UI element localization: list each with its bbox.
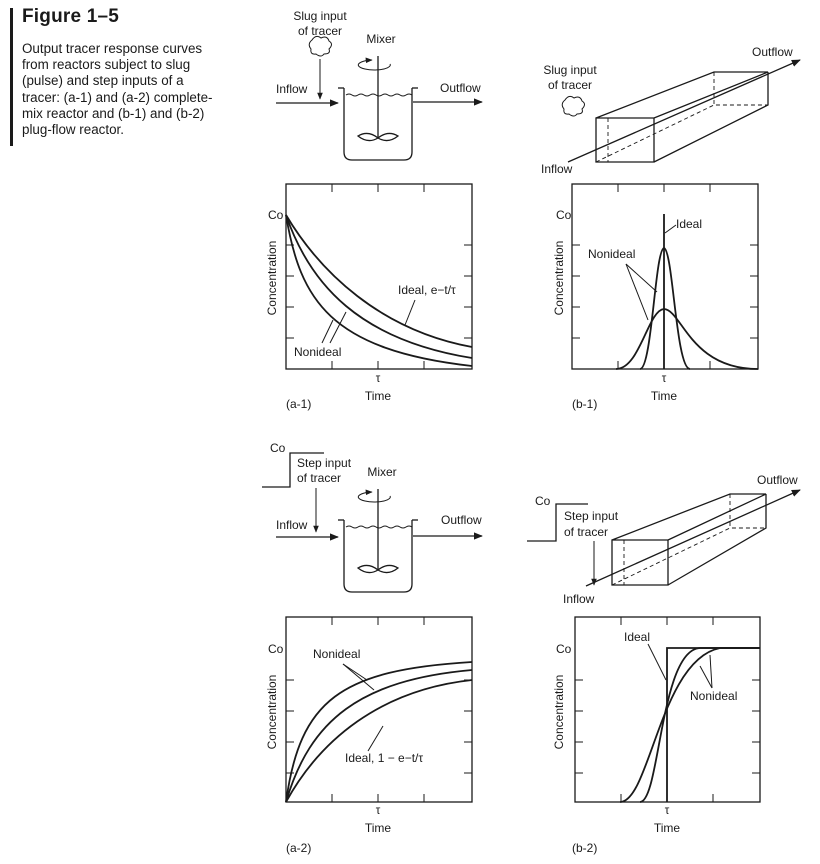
inflow-label: Inflow: [276, 518, 308, 532]
rotation-arrow-icon: [358, 60, 390, 70]
figure-title: Figure 1–5: [22, 6, 120, 27]
tracer-blob-icon: [309, 36, 331, 56]
caption-line: (pulse) and step inputs of a: [22, 73, 184, 89]
nonideal-leader: [700, 666, 712, 688]
nonideal-broad-curve: [620, 648, 760, 802]
inflow-label: Inflow: [563, 592, 595, 606]
x-axis-label: Time: [650, 389, 678, 403]
slug-input-label: of tracer: [297, 24, 343, 38]
chart-a1: [265, 184, 472, 411]
mixer-label: Mixer: [366, 32, 396, 46]
ideal-leader: [368, 726, 383, 751]
outflow-label: Outflow: [757, 473, 798, 487]
outflow-label: Outflow: [440, 81, 481, 95]
caption-line: plug-flow reactor.: [22, 122, 124, 138]
ideal-leader: [405, 300, 415, 325]
ideal-label: Ideal: [624, 630, 651, 644]
tracer-blob-icon: [562, 96, 584, 116]
caption-line: Output tracer response curves: [22, 41, 203, 56]
inflow-label: Inflow: [276, 82, 308, 96]
grid-ticks: [286, 617, 472, 802]
x-tick-tau: τ: [661, 373, 667, 385]
outflow-label: Outflow: [752, 45, 793, 59]
panel-label: (a-2): [286, 841, 312, 855]
x-axis-label: Time: [364, 389, 392, 403]
co-label: Co: [535, 494, 551, 508]
reactor-a1: [276, 9, 482, 160]
y-axis-label: Concentration: [265, 674, 279, 750]
caption-line: mix reactor and (b-1) and (b-2): [22, 105, 205, 121]
inflow-label: Inflow: [541, 162, 573, 176]
x-tick-tau: τ: [375, 805, 381, 817]
step-input-label: Step input: [564, 509, 619, 523]
plot-frame: [572, 184, 758, 369]
nonideal-leader: [343, 664, 374, 690]
reactor-b2: [527, 473, 800, 606]
step-input-label: of tracer: [297, 471, 342, 485]
slug-input-label: of tracer: [547, 78, 593, 92]
water-surface: [346, 94, 412, 96]
nonideal-curve-mid: [286, 670, 472, 802]
chart-a2: [265, 617, 472, 855]
nonideal-label: Nonideal: [588, 247, 636, 261]
x-axis-label: Time: [364, 821, 392, 835]
y-tick-co: Co: [556, 642, 572, 656]
panel-label: (b-1): [572, 397, 598, 411]
y-axis-label: Concentration: [552, 240, 566, 316]
mixer-label: Mixer: [367, 465, 397, 479]
ideal-curve-label: Ideal, 1 − e−t/τ: [345, 751, 424, 765]
nonideal-leader: [626, 264, 648, 320]
chart-b1: [552, 184, 758, 411]
step-input-label: Step input: [297, 456, 352, 470]
y-axis-label: Concentration: [265, 240, 279, 316]
nonideal-leader: [626, 264, 657, 292]
y-tick-co: Co: [556, 208, 572, 222]
x-tick-tau: τ: [375, 373, 381, 385]
panel-label: (a-1): [286, 397, 312, 411]
caption-line: tracer: (a-1) and (a-2) complete-: [22, 89, 213, 105]
slug-input-label: Slug input: [543, 63, 597, 77]
outflow-label: Outflow: [441, 513, 482, 527]
chart-b2: [552, 617, 760, 855]
nonideal-leader: [710, 655, 712, 688]
ideal-step: [667, 648, 760, 802]
y-tick-co: Co: [268, 642, 284, 656]
rotation-arrow-icon: [358, 492, 390, 502]
nonideal-label: Nonideal: [313, 647, 361, 661]
x-axis-label: Time: [653, 821, 681, 835]
caption-line: from reactors subject to slug: [22, 57, 191, 73]
reactor-b1: [541, 45, 800, 176]
ideal-leader: [648, 644, 666, 680]
panel-label: (b-2): [572, 841, 598, 855]
plot-frame: [286, 617, 472, 802]
nonideal-steep-curve: [640, 648, 760, 802]
co-label: Co: [270, 441, 286, 455]
x-tick-tau: τ: [664, 805, 670, 817]
ideal-curve: [286, 215, 472, 347]
nonideal-label: Nonideal: [294, 345, 342, 359]
ideal-leader: [665, 225, 676, 233]
step-input-label: of tracer: [564, 525, 609, 539]
y-axis-label: Concentration: [552, 674, 566, 750]
nonideal-broad-curve: [616, 309, 758, 369]
grid-ticks: [572, 184, 758, 369]
ideal-label: Ideal: [676, 217, 703, 231]
ideal-curve-label: Ideal, e−t/τ: [398, 283, 456, 297]
nonideal-label: Nonideal: [690, 689, 738, 703]
reactor-a2: [262, 441, 482, 592]
water-surface: [346, 526, 412, 528]
y-tick-co: Co: [268, 208, 284, 222]
slug-input-label: Slug input: [293, 9, 347, 23]
